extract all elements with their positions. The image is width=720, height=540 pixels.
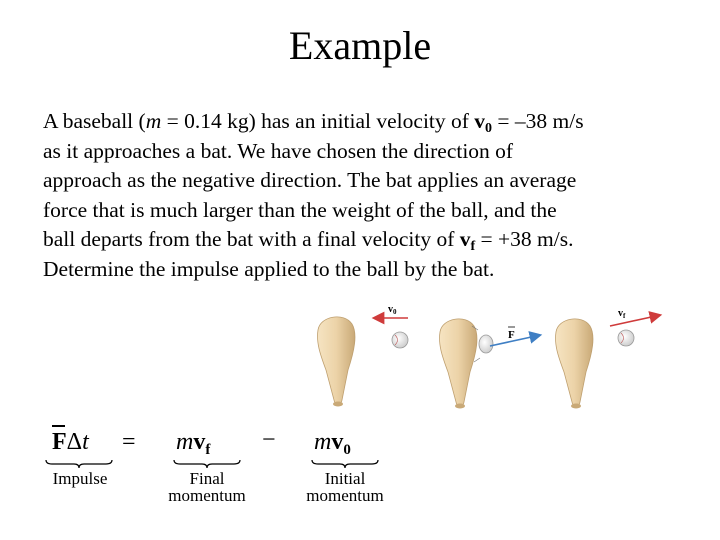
bat-3 xyxy=(555,319,592,409)
velocity-subscript: f xyxy=(470,239,476,254)
delta-symbol: Δ xyxy=(66,429,83,455)
text-run: A baseball ( xyxy=(43,109,146,133)
final-label-line-2: momentum xyxy=(168,486,246,505)
vf-arrow xyxy=(610,316,656,326)
force-label: F xyxy=(508,329,515,341)
bat-1 xyxy=(317,317,354,407)
problem-statement xyxy=(43,107,683,284)
ball-3 xyxy=(618,330,634,346)
initial-label-line-1: Initial xyxy=(324,469,366,488)
vf-label: $v_f$ xyxy=(618,308,626,320)
problem-line-6: Determine the impulse applied to the ball by the bat. xyxy=(43,256,495,281)
impulse-momentum-equation xyxy=(30,418,420,518)
final-momentum-term: $mv_f$ xyxy=(176,429,211,458)
time-symbol: t xyxy=(82,429,89,455)
average-force-symbol: F xyxy=(52,429,67,455)
initial-label-line-2: momentum xyxy=(306,486,384,505)
bat-2 xyxy=(439,319,476,409)
problem-line-5 xyxy=(43,225,683,255)
problem-line-1 xyxy=(43,107,683,137)
minus-sign: − xyxy=(262,427,276,453)
velocity-symbol: v xyxy=(474,109,486,133)
velocity-symbol: v xyxy=(459,227,471,251)
problem-line-2: as it approaches a bat. We have chosen the direction of xyxy=(43,138,514,163)
ball-1 xyxy=(392,332,408,348)
final-momentum-label xyxy=(148,470,266,504)
problem-line-3: approach as the negative direction. The bat applies an average xyxy=(43,168,577,192)
text-run: = –38 m/s xyxy=(492,109,584,133)
bat-ball-figure xyxy=(300,300,680,420)
problem-line-4: force that is much larger than the weight of the ball, and the xyxy=(43,197,557,222)
impulse-term xyxy=(52,428,89,456)
impulse-label: Impulse xyxy=(52,469,108,488)
velocity-subscript: 0 xyxy=(485,121,493,136)
bat-ball-illustration xyxy=(300,300,680,420)
initial-momentum-label xyxy=(286,470,404,504)
mass-symbol: m xyxy=(145,109,162,133)
slide-title: Example xyxy=(288,23,432,68)
v0-label: $v_0$ xyxy=(388,304,397,316)
text-run: ball departs from the bat with a final velocity of xyxy=(43,227,460,251)
initial-momentum-term: $mv_0$ xyxy=(314,429,351,458)
equals-sign: = xyxy=(122,429,136,455)
final-label-line-1: Final xyxy=(189,469,225,488)
text-run: = +38 m/s. xyxy=(475,227,574,251)
text-run: = 0.14 kg) has an initial velocity of xyxy=(161,109,475,133)
